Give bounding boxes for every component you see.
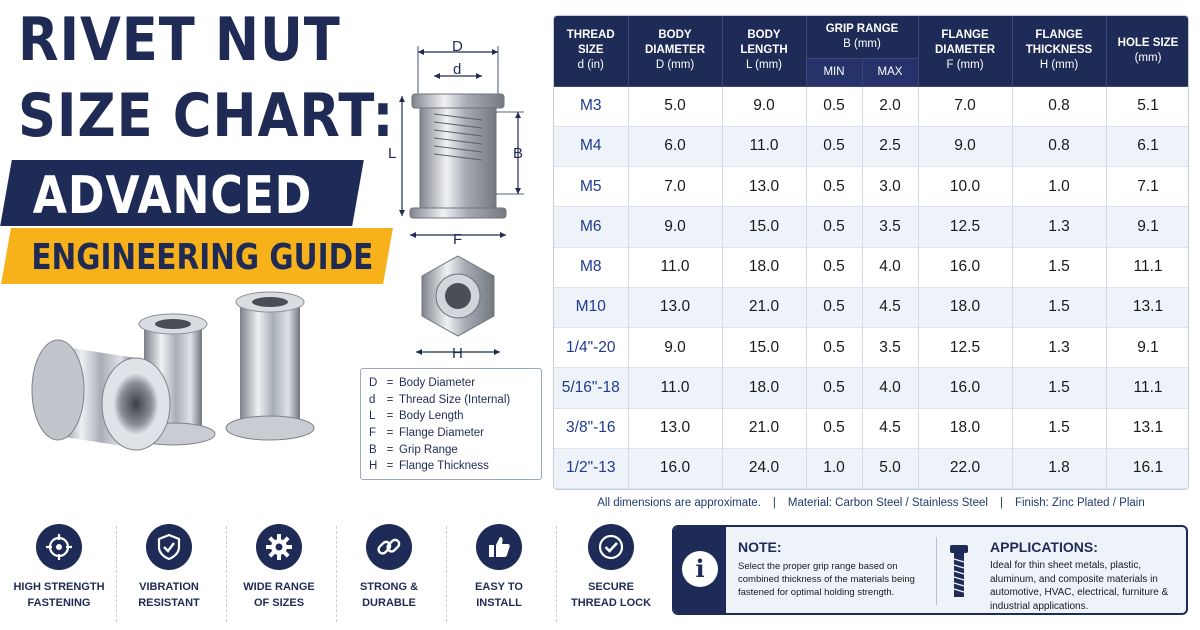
feature-label: EASY TO xyxy=(475,581,523,593)
banner-engineering-guide-text: ENGINEERING GUIDE xyxy=(31,237,374,278)
thread-size-cell: M10 xyxy=(554,287,628,327)
table-row xyxy=(554,167,1189,207)
feature-label: VIBRATION xyxy=(139,581,199,593)
table-cell: 18.0 xyxy=(722,247,806,287)
table-cell: 1.5 xyxy=(1012,408,1106,448)
table-cell: 6.1 xyxy=(1106,126,1189,166)
table-cell: 2.5 xyxy=(862,126,918,166)
feature-label: FASTENING xyxy=(27,596,91,609)
header-flange-diameter: FLANGE DIAMETER F (mm) xyxy=(918,16,1012,86)
table-cell: 4.5 xyxy=(862,287,918,327)
legend-row: B = Grip Range xyxy=(369,443,458,456)
title-line-2: SIZE CHART: xyxy=(18,81,395,151)
table-cell: 1.0 xyxy=(806,448,862,488)
legend-text: Thread Size (Internal) xyxy=(399,393,511,406)
rivet-nut-photo xyxy=(18,286,348,458)
feature-wide-range xyxy=(224,520,334,630)
feature-strong-durable xyxy=(334,520,444,630)
table-cell: 12.5 xyxy=(918,328,1012,368)
feature-strip xyxy=(0,520,670,630)
table-cell: 9.0 xyxy=(918,126,1012,166)
table-cell: 0.5 xyxy=(806,287,862,327)
size-table xyxy=(553,15,1189,490)
table-cell: 9.0 xyxy=(628,207,722,247)
table-cell: 5.0 xyxy=(628,86,722,126)
thread-size-cell: 1/4"-20 xyxy=(554,328,628,368)
thread-size-cell: M3 xyxy=(554,86,628,126)
header-flange-thickness: FLANGE THICKNESS H (mm) xyxy=(1012,16,1106,86)
table-cell: 13.1 xyxy=(1106,408,1189,448)
thread-size-cell: M5 xyxy=(554,167,628,207)
table-cell: 1.5 xyxy=(1012,287,1106,327)
table-cell: 15.0 xyxy=(722,207,806,247)
table-cell: 9.0 xyxy=(722,86,806,126)
feature-label: WIDE RANGE xyxy=(243,581,315,593)
feature-label: HIGH STRENGTH xyxy=(13,581,105,593)
label-d: d xyxy=(453,61,462,78)
feature-high-strength xyxy=(4,520,114,630)
table-cell: 6.0 xyxy=(628,126,722,166)
legend-text: Body Diameter xyxy=(399,377,476,390)
legend-key: L xyxy=(369,410,376,423)
label-F: F xyxy=(453,231,463,248)
shield-check-icon xyxy=(146,524,192,570)
feature-label: INSTALL xyxy=(476,596,522,609)
table-cell: 9.1 xyxy=(1106,328,1189,368)
bolt-icon xyxy=(948,543,970,601)
table-cell: 18.0 xyxy=(918,408,1012,448)
feature-vibration-resistant xyxy=(114,520,224,630)
table-cell: 9.1 xyxy=(1106,207,1189,247)
table-cell: 13.0 xyxy=(628,408,722,448)
table-cell: 7.0 xyxy=(628,167,722,207)
table-cell: 16.1 xyxy=(1106,448,1189,488)
table-cell: 11.1 xyxy=(1106,368,1189,408)
header-thread-size: THREAD SIZE d (in) xyxy=(554,16,628,86)
table-row xyxy=(554,126,1189,166)
table-cell: 0.8 xyxy=(1012,126,1106,166)
table-cell: 7.1 xyxy=(1106,167,1189,207)
table-cell: 0.5 xyxy=(806,167,862,207)
feature-easy-install xyxy=(444,520,554,630)
table-cell: 18.0 xyxy=(918,287,1012,327)
table-cell: 16.0 xyxy=(918,368,1012,408)
table-cell: 0.5 xyxy=(806,408,862,448)
table-cell: 1.5 xyxy=(1012,368,1106,408)
note-text: Select the proper grip range based on combined thickness of the materials being fastened for optimal holding strength. xyxy=(738,561,915,598)
footnote-material: Material: Carbon Steel / Stainless Steel xyxy=(787,497,988,509)
thumbs-up-icon xyxy=(476,524,522,570)
footnote-approx: All dimensions are approximate. xyxy=(597,497,761,509)
info-icon: i xyxy=(682,551,718,587)
table-cell: 0.5 xyxy=(806,126,862,166)
label-H: H xyxy=(452,345,463,362)
footnote-separator: | xyxy=(772,497,776,509)
header-grip-min: MIN xyxy=(806,58,862,86)
legend-key: B xyxy=(369,443,377,456)
table-footnote xyxy=(553,497,1189,515)
table-row xyxy=(554,448,1189,488)
applications-title: APPLICATIONS: xyxy=(990,539,1098,555)
table-row xyxy=(554,328,1189,368)
table-row xyxy=(554,247,1189,287)
table-cell: 22.0 xyxy=(918,448,1012,488)
table-cell: 4.5 xyxy=(862,408,918,448)
thread-size-cell: M8 xyxy=(554,247,628,287)
table-cell: 9.0 xyxy=(628,328,722,368)
table-cell: 0.8 xyxy=(1012,86,1106,126)
header-body-length: BODY LENGTH L (mm) xyxy=(722,16,806,86)
legend-text: Body Length xyxy=(399,410,464,423)
chain-link-icon xyxy=(366,524,412,570)
feature-label: SECURE xyxy=(588,581,634,593)
table-cell: 16.0 xyxy=(918,247,1012,287)
table-cell: 0.5 xyxy=(806,368,862,408)
table-cell: 2.0 xyxy=(862,86,918,126)
applications-text: Ideal for thin sheet metals, plastic, aluminum, and composite materials in automotive, HVAC, electrical, furniture & industrial applications. xyxy=(990,560,1169,612)
legend-key: D xyxy=(369,377,378,390)
thread-size-cell: 1/2"-13 xyxy=(554,448,628,488)
table-cell: 1.3 xyxy=(1012,328,1106,368)
table-cell: 5.1 xyxy=(1106,86,1189,126)
legend-key: F xyxy=(369,427,377,440)
header-hole-size: HOLE SIZE (mm) xyxy=(1106,16,1189,86)
crosshair-icon xyxy=(36,524,82,570)
table-cell: 24.0 xyxy=(722,448,806,488)
label-D: D xyxy=(452,38,463,55)
footnote-separator: | xyxy=(999,497,1003,509)
note-title: NOTE: xyxy=(738,539,782,555)
legend-key: d xyxy=(369,393,376,406)
feature-label: STRONG & xyxy=(359,581,419,593)
thread-size-cell: M4 xyxy=(554,126,628,166)
table-cell: 1.8 xyxy=(1012,448,1106,488)
label-L: L xyxy=(388,145,397,162)
table-cell: 1.0 xyxy=(1012,167,1106,207)
table-cell: 15.0 xyxy=(722,328,806,368)
table-cell: 11.1 xyxy=(1106,247,1189,287)
table-cell: 13.0 xyxy=(628,287,722,327)
legend-row: F = Flange Diameter xyxy=(369,427,485,440)
table-cell: 1.3 xyxy=(1012,207,1106,247)
size-table-grid xyxy=(554,16,1189,489)
legend-row: d = Thread Size (Internal) xyxy=(369,393,511,406)
table-cell: 13.0 xyxy=(722,167,806,207)
table-cell: 7.0 xyxy=(918,86,1012,126)
table-row xyxy=(554,408,1189,448)
table-cell: 16.0 xyxy=(628,448,722,488)
thread-size-cell: M6 xyxy=(554,207,628,247)
table-row xyxy=(554,368,1189,408)
banner-engineering-guide xyxy=(1,228,393,284)
table-cell: 18.0 xyxy=(722,368,806,408)
table-cell: 0.5 xyxy=(806,247,862,287)
header-body-diameter: BODY DIAMETER D (mm) xyxy=(628,16,722,86)
feature-label: DURABLE xyxy=(362,596,416,609)
gear-icon xyxy=(256,524,302,570)
table-cell: 0.5 xyxy=(806,86,862,126)
table-cell: 11.0 xyxy=(722,126,806,166)
title-line-1: RIVET NUT xyxy=(18,5,341,75)
table-cell: 1.5 xyxy=(1012,247,1106,287)
footnote-finish: Finish: Zinc Plated / Plain xyxy=(1014,497,1145,509)
info-box xyxy=(672,525,1188,615)
table-cell: 5.0 xyxy=(862,448,918,488)
feature-secure-thread-lock xyxy=(556,520,666,630)
feature-label: RESISTANT xyxy=(138,596,200,609)
legend-key: H xyxy=(369,460,378,473)
legend-text: Flange Thickness xyxy=(399,460,489,473)
thread-size-cell: 5/16"-18 xyxy=(554,368,628,408)
legend-text: Flange Diameter xyxy=(399,427,485,440)
table-row xyxy=(554,207,1189,247)
table-cell: 10.0 xyxy=(918,167,1012,207)
feature-label: THREAD LOCK xyxy=(570,596,652,609)
table-cell: 3.5 xyxy=(862,328,918,368)
feature-label: OF SIZES xyxy=(253,596,305,609)
dimension-legend xyxy=(360,368,542,480)
label-B: B xyxy=(513,145,524,162)
legend-row: H = Flange Thickness xyxy=(369,460,489,473)
table-cell: 0.5 xyxy=(806,207,862,247)
table-cell: 21.0 xyxy=(722,287,806,327)
table-cell: 3.0 xyxy=(862,167,918,207)
legend-row: L = Body Length xyxy=(369,410,464,423)
check-circle-icon xyxy=(588,524,634,570)
legend-text: Grip Range xyxy=(399,443,458,456)
table-cell: 13.1 xyxy=(1106,287,1189,327)
table-cell: 4.0 xyxy=(862,368,918,408)
table-cell: 3.5 xyxy=(862,207,918,247)
table-cell: 21.0 xyxy=(722,408,806,448)
table-cell: 11.0 xyxy=(628,247,722,287)
table-cell: 12.5 xyxy=(918,207,1012,247)
table-cell: 4.0 xyxy=(862,247,918,287)
legend-row: D = Body Diameter xyxy=(369,377,476,390)
header-grip-range: GRIP RANGE B (mm) xyxy=(806,16,918,58)
header-grip-max: MAX xyxy=(862,58,918,86)
table-row xyxy=(554,287,1189,327)
banner-advanced xyxy=(0,160,364,226)
table-cell: 11.0 xyxy=(628,368,722,408)
banner-advanced-text: ADVANCED xyxy=(32,166,313,226)
table-cell: 0.5 xyxy=(806,328,862,368)
rivet-nut-diagram xyxy=(376,38,546,364)
thread-size-cell: 3/8"-16 xyxy=(554,408,628,448)
table-row xyxy=(554,86,1189,126)
